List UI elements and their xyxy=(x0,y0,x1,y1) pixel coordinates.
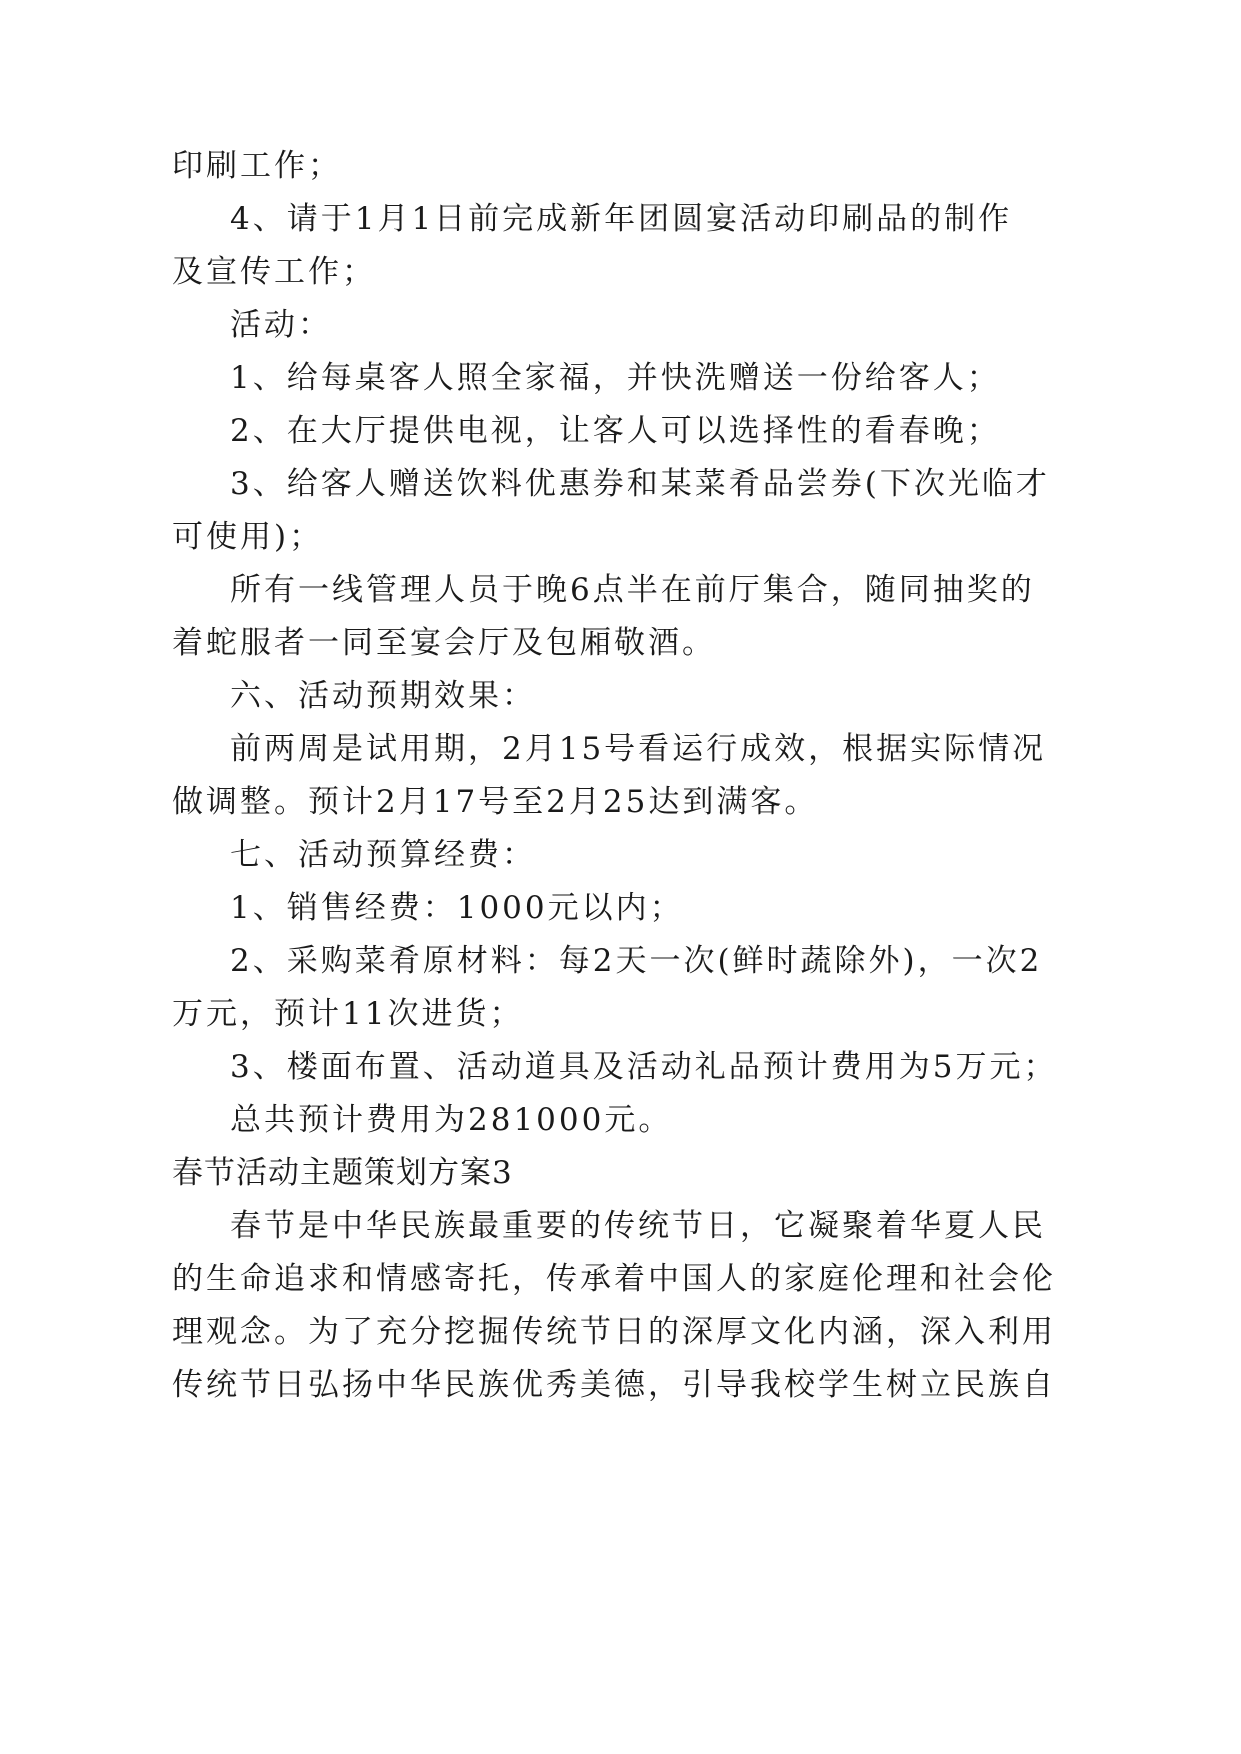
text-line: 1、销售经费：1000元以内； xyxy=(230,890,684,926)
text-line: 活动： xyxy=(230,307,332,343)
text-line: 理观念。为了充分挖掘传统节日的深厚文化内涵，深入利用 xyxy=(172,1314,1056,1350)
text-line: 可使用)； xyxy=(172,519,324,555)
text-line: 2、在大厅提供电视，让客人可以选择性的看春晚； xyxy=(230,413,1001,449)
section-heading: 七、活动预算经费： xyxy=(230,837,536,873)
text-line: 的生命追求和情感寄托，传承着中国人的家庭伦理和社会伦 xyxy=(172,1261,1056,1297)
text-line: 及宣传工作； xyxy=(172,254,376,290)
section-heading: 六、活动预期效果： xyxy=(230,678,536,714)
text-line: 1、给每桌客人照全家福，并快洗赠送一份给客人； xyxy=(230,360,1001,396)
text-line: 万元，预计11次进货； xyxy=(172,996,524,1032)
text-line: 总共预计费用为281000元。 xyxy=(230,1102,673,1138)
text-line: 3、给客人赠送饮料优惠券和某菜肴品尝券(下次光临才 xyxy=(230,466,1050,502)
text-line: 所有一线管理人员于晚6点半在前厅集合，随同抽奖的 xyxy=(230,572,1035,608)
text-line: 前两周是试用期，2月15号看运行成效，根据实际情况 xyxy=(230,731,1047,767)
text-line: 做调整。预计2月17号至2月25达到满客。 xyxy=(172,784,819,820)
text-line: 印刷工作； xyxy=(172,148,342,184)
text-line: 4、请于1月1日前完成新年团圆宴活动印刷品的制作 xyxy=(230,201,1013,237)
text-line: 着蛇服者一同至宴会厅及包厢敬酒。 xyxy=(172,625,716,661)
text-line: 2、采购菜肴原材料：每2天一次(鲜时蔬除外)，一次2 xyxy=(230,943,1043,979)
text-line: 春节是中华民族最重要的传统节日，它凝聚着华夏人民 xyxy=(230,1208,1046,1244)
text-line: 3、楼面布置、活动道具及活动礼品预计费用为5万元； xyxy=(230,1049,1058,1085)
section-title: 春节活动主题策划方案3 xyxy=(172,1155,513,1191)
text-line: 传统节日弘扬中华民族优秀美德，引导我校学生树立民族自 xyxy=(172,1367,1056,1403)
